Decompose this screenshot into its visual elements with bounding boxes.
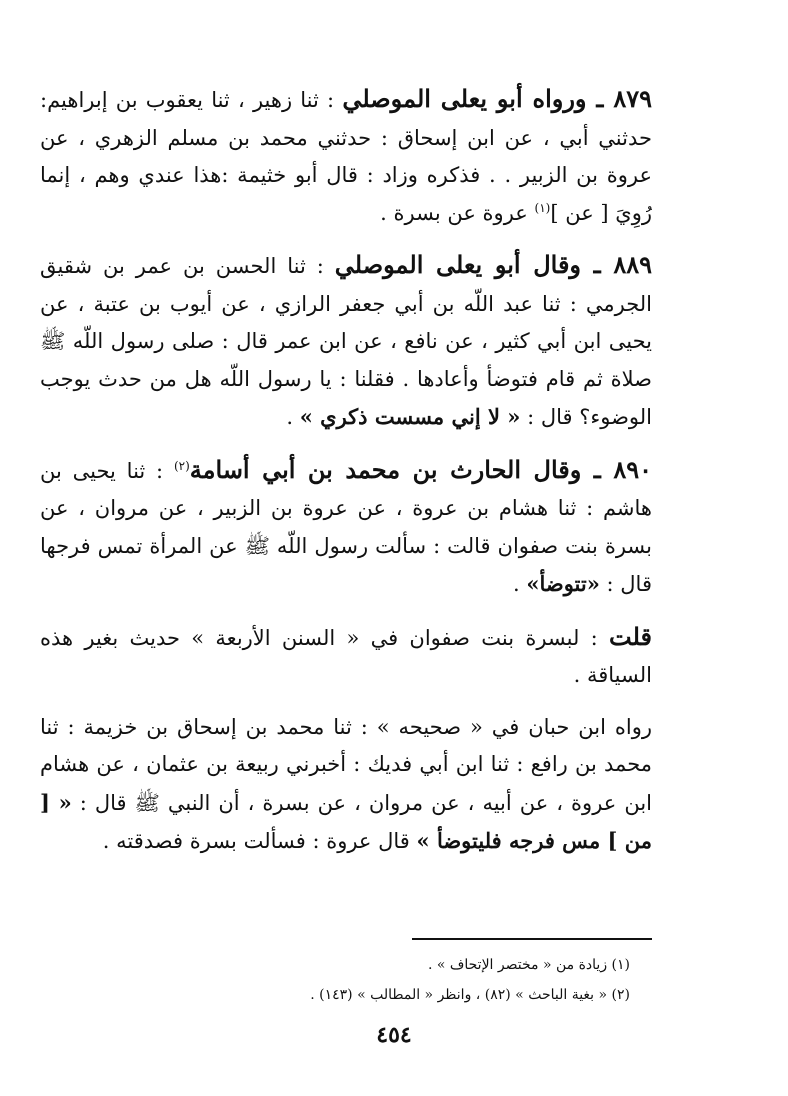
hadith-number: ٨٨٩ bbox=[613, 250, 652, 279]
ibn-hibban-narration bbox=[40, 709, 652, 861]
hadith-title: وقال أبو يعلى الموصلي bbox=[334, 250, 582, 279]
hadith-889: ٨٨٩ ـ وقال أبو يعلى الموصلي : ثنا الحسن بن عمر بن شقيق الجرمي : ثنا عبد اللّه بن أبي جعفر الرازي ، عن أيوب بن عتبة ، عن يحيى ابن أبي كثير ، عن نافع ، عن ابن عمر قال : صلى رسول اللّه ﷺ صلاة ثم قام فتوضأ وأعادها . فقلنا : يا رسول اللّه هل من حدث يوجب الوضوء؟ قال : « لا إني مسست ذكري » . bbox=[40, 250, 652, 429]
footnote-ref: (١) bbox=[534, 200, 551, 215]
book-page-body bbox=[40, 80, 652, 861]
page-number: ٤٥٤ bbox=[376, 1022, 412, 1048]
hadith-end: . bbox=[286, 405, 294, 429]
hadith-title: وقال الحارث بن محمد بن أبي أسامة bbox=[189, 454, 582, 484]
hadith-text-end: عروة عن بسرة . bbox=[380, 200, 528, 225]
comment-text: : لبسرة بنت صفوان في « السنن الأربعة » حديث بغير هذه السياقة . bbox=[40, 625, 652, 687]
footnote-divider bbox=[412, 938, 652, 940]
narration-quote: « [ من ] مس فرجه فليتوضأ » bbox=[40, 789, 652, 853]
hadith-879: ٨٧٩ ـ ورواه أبو يعلى الموصلي : ثنا زهير ، ثنا يعقوب بن إبراهيم: حدثني أبي ، عن ابن إسحاق : حدثني محمد بن مسلم الزهري ، عن عروة بن الزبير . . فذكره وزاد : قال أبو خثيمة :هذا عندي وهم ، إنما رُوِيَ [ عن ]$^{(١)}$ عروة عن بسرة . bbox=[40, 84, 652, 225]
hadith-number: ٨٩٠ bbox=[613, 454, 652, 484]
comment-label: قلت bbox=[609, 621, 652, 651]
hadith-title: ورواه أبو يعلى الموصلي bbox=[342, 84, 587, 113]
hadith-number: ٨٧٩ bbox=[613, 84, 652, 113]
footnotes bbox=[40, 938, 652, 1010]
narration-text-end: قال عروة : فسألت بسرة فصدقته . bbox=[102, 829, 410, 853]
hadith-quote: «تتوضأ» bbox=[526, 571, 600, 596]
narration-text: رواه ابن حبان في « صحيحه » : ثنا محمد بن إسحاق بن خزيمة : ثنا محمد بن رافع : ثنا ابن أبي فديك : أخبرني ربيعة بن عثمان ، عن هشام ابن عروة ، عن أبيه ، عن مروان ، عن بسرة ، أن النبي ﷺ قال : bbox=[40, 714, 652, 815]
footnote-1: (١) زيادة من « مختصر الإتحاف » . bbox=[427, 957, 630, 973]
hadith-end: . bbox=[512, 572, 520, 596]
author-comment bbox=[40, 618, 652, 695]
hadith-text: : ثنا زهير ، ثنا يعقوب بن إبراهيم: حدثني أبي ، عن ابن إسحاق : حدثني محمد بن مسلم الزهري ، عن عروة بن الزبير . . فذكره وزاد : قال أبو خثيمة :هذا عندي وهم ، إنما رُوِيَ [ عن ] bbox=[40, 88, 652, 225]
hadith-text: : ثنا الحسن بن عمر بن شقيق الجرمي : ثنا عبد اللّه بن أبي جعفر الرازي ، عن أيوب بن عتبة ، عن يحيى ابن أبي كثير ، عن نافع ، عن ابن عمر قال : صلى رسول اللّه ﷺ صلاة ثم قام فتوضأ وأعادها . فقلنا : يا رسول اللّه هل من حدث يوجب الوضوء؟ قال : bbox=[40, 254, 652, 429]
footnote-ref: (٢) bbox=[173, 458, 190, 473]
hadith-890: ٨٩٠ ـ وقال الحارث بن محمد بن أبي أسامة$^{(٢)}$ : ثنا يحيى بن هاشم : ثنا هشام بن عروة ، عن عروة بن الزبير ، عن مروان ، عن بسرة بنت صفوان قالت : سألت رسول اللّه ﷺ عن المرأة تمس فرجها قال : «تتوضأ» . bbox=[40, 454, 652, 596]
hadith-text: : ثنا يحيى بن هاشم : ثنا هشام بن عروة ، عن عروة بن الزبير ، عن مروان ، عن بسرة بنت صفوان قالت : سألت رسول اللّه ﷺ عن المرأة تمس فرجها قال : bbox=[40, 458, 652, 596]
hadith-quote: « لا إني مسست ذكري » bbox=[299, 404, 521, 429]
footnote-2: (٢) « بغية الباحث » (٨٢) ، وانظر « المطالب » (١٤٣) . bbox=[310, 987, 630, 1003]
